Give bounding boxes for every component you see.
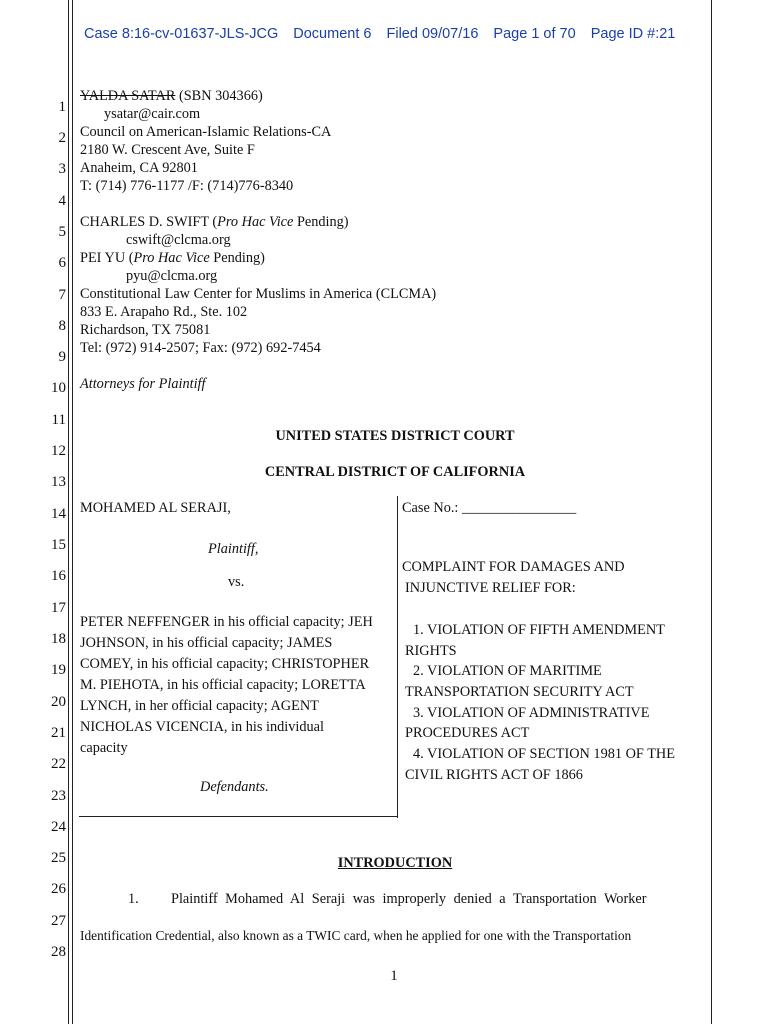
complaint-line: 4. VIOLATION OF SECTION 1981 OF THE	[413, 746, 675, 762]
plaintiff-name: MOHAMED AL SERAJI,	[80, 500, 231, 516]
complaint-line: COMPLAINT FOR DAMAGES AND	[402, 559, 625, 575]
caption-divider-vertical	[397, 496, 398, 818]
line-number: 19	[51, 662, 66, 678]
left-margin-rule-inner	[72, 0, 73, 1024]
court-district: CENTRAL DISTRICT OF CALIFORNIA	[264, 464, 526, 480]
line-number: 26	[51, 881, 66, 897]
line-number: 25	[51, 850, 66, 866]
line-number: 1	[58, 99, 66, 115]
court-name: UNITED STATES DISTRICT COURT	[275, 428, 515, 444]
clcma-address-line1: 833 E. Arapaho Rd., Ste. 102	[80, 304, 248, 320]
line-number: 17	[51, 600, 66, 616]
attorney-swift-pending: Pending)	[293, 214, 349, 230]
line-number: 22	[51, 756, 66, 772]
defendants-role: Defendants.	[200, 779, 269, 795]
attorney-swift-email: cswift@clcma.org	[126, 232, 231, 248]
attorney-swift-line	[80, 213, 349, 231]
paragraph-line: Identification Credential, also known as a TWIC card, when he applied for one with the Transportation	[80, 928, 632, 943]
page-number: 1	[390, 968, 398, 984]
line-number: 5	[58, 224, 66, 240]
defendants-line: COMEY, in his official capacity; CHRISTOPHER	[80, 656, 370, 672]
versus: vs.	[228, 574, 245, 590]
line-number: 4	[58, 193, 66, 209]
cair-organization: Council on American-Islamic Relations-CA	[80, 124, 332, 140]
line-number: 6	[58, 255, 66, 271]
header-page: Page 1 of 70	[493, 26, 576, 42]
line-number: 24	[51, 819, 66, 835]
header-filed: Filed 09/07/16	[386, 26, 479, 42]
attorney-satar-email: ysatar@cair.com	[104, 106, 201, 122]
complaint-line: PROCEDURES ACT	[405, 725, 530, 741]
line-number: 16	[51, 568, 66, 584]
line-number: 28	[51, 944, 66, 960]
line-number: 23	[51, 788, 66, 804]
defendants-line: JOHNSON, in his official capacity; JAMES	[80, 635, 333, 651]
clcma-address-line2: Richardson, TX 75081	[80, 322, 211, 338]
header-document: Document 6	[293, 26, 372, 42]
line-number: 12	[51, 443, 66, 459]
defendants-line: capacity	[80, 740, 128, 756]
attorney-yu-line	[80, 249, 265, 267]
line-number: 15	[51, 537, 66, 553]
attorney-satar-line	[80, 87, 263, 105]
attorney-satar-name: YALDA SATAR	[80, 88, 176, 104]
paragraph-line: Plaintiff Mohamed Al Seraji was improperly denied a Transportation Worker	[171, 891, 647, 907]
complaint-line: 1. VIOLATION OF FIFTH AMENDMENT	[413, 622, 665, 638]
attorney-swift-pro-hac-vice: Pro Hac Vice	[217, 214, 294, 230]
attorney-swift-name: CHARLES D. SWIFT (	[80, 214, 218, 230]
complaint-line: CIVIL RIGHTS ACT OF 1866	[405, 767, 583, 783]
paragraph-number: 1.	[128, 891, 139, 907]
line-number: 13	[51, 474, 66, 490]
defendants-line: M. PIEHOTA, in his official capacity; LORETTA	[80, 677, 366, 693]
attorneys-role: Attorneys for Plaintiff	[80, 376, 206, 392]
complaint-line: RIGHTS	[405, 643, 457, 659]
line-number: 14	[51, 506, 66, 522]
clcma-organization: Constitutional Law Center for Muslims in America (CLCMA)	[80, 286, 437, 302]
line-number: 3	[58, 161, 66, 177]
attorney-satar-sbn: (SBN 304366)	[175, 88, 263, 104]
case-number: Case No.: ________________	[402, 500, 577, 516]
left-margin-rule-outer	[68, 0, 69, 1024]
attorney-yu-email: pyu@clcma.org	[126, 268, 218, 284]
header-page-id: Page ID #:21	[590, 26, 676, 42]
cair-phone: T: (714) 776-1177 /F: (714)776-8340	[80, 178, 294, 194]
line-number: 2	[58, 130, 66, 146]
clcma-phone: Tel: (972) 914-2507; Fax: (972) 692-7454	[80, 340, 321, 356]
right-margin-rule	[711, 0, 712, 1024]
line-number: 11	[51, 412, 66, 428]
defendants-line: PETER NEFFENGER in his official capacity; JEH	[80, 614, 373, 630]
line-number: 7	[58, 287, 66, 303]
attorney-yu-pro-hac-vice: Pro Hac Vice	[133, 250, 210, 266]
defendants-line: LYNCH, in her official capacity; AGENT	[80, 698, 319, 714]
complaint-line: 3. VIOLATION OF ADMINISTRATIVE	[413, 705, 650, 721]
plaintiff-role: Plaintiff,	[208, 541, 259, 557]
line-number: 21	[51, 725, 66, 741]
header-case: Case 8:16-cv-01637-JLS-JCG	[84, 26, 279, 42]
attorney-yu-name: PEI YU (	[80, 250, 134, 266]
complaint-line: 2. VIOLATION OF MARITIME	[413, 663, 602, 679]
line-number: 10	[51, 380, 66, 396]
line-number: 18	[51, 631, 66, 647]
line-number: 27	[51, 913, 66, 929]
introduction-heading: INTRODUCTION	[337, 855, 453, 871]
filing-header	[84, 26, 686, 42]
complaint-line: INJUNCTIVE RELIEF FOR:	[405, 580, 576, 596]
line-number: 8	[58, 318, 66, 334]
attorney-yu-pending: Pending)	[209, 250, 265, 266]
cair-address-line1: 2180 W. Crescent Ave, Suite F	[80, 142, 255, 158]
line-number: 9	[58, 349, 66, 365]
caption-divider-horizontal	[79, 816, 397, 817]
line-number: 20	[51, 694, 66, 710]
cair-address-line2: Anaheim, CA 92801	[80, 160, 198, 176]
defendants-line: NICHOLAS VICENCIA, in his individual	[80, 719, 324, 735]
complaint-line: TRANSPORTATION SECURITY ACT	[405, 684, 634, 700]
